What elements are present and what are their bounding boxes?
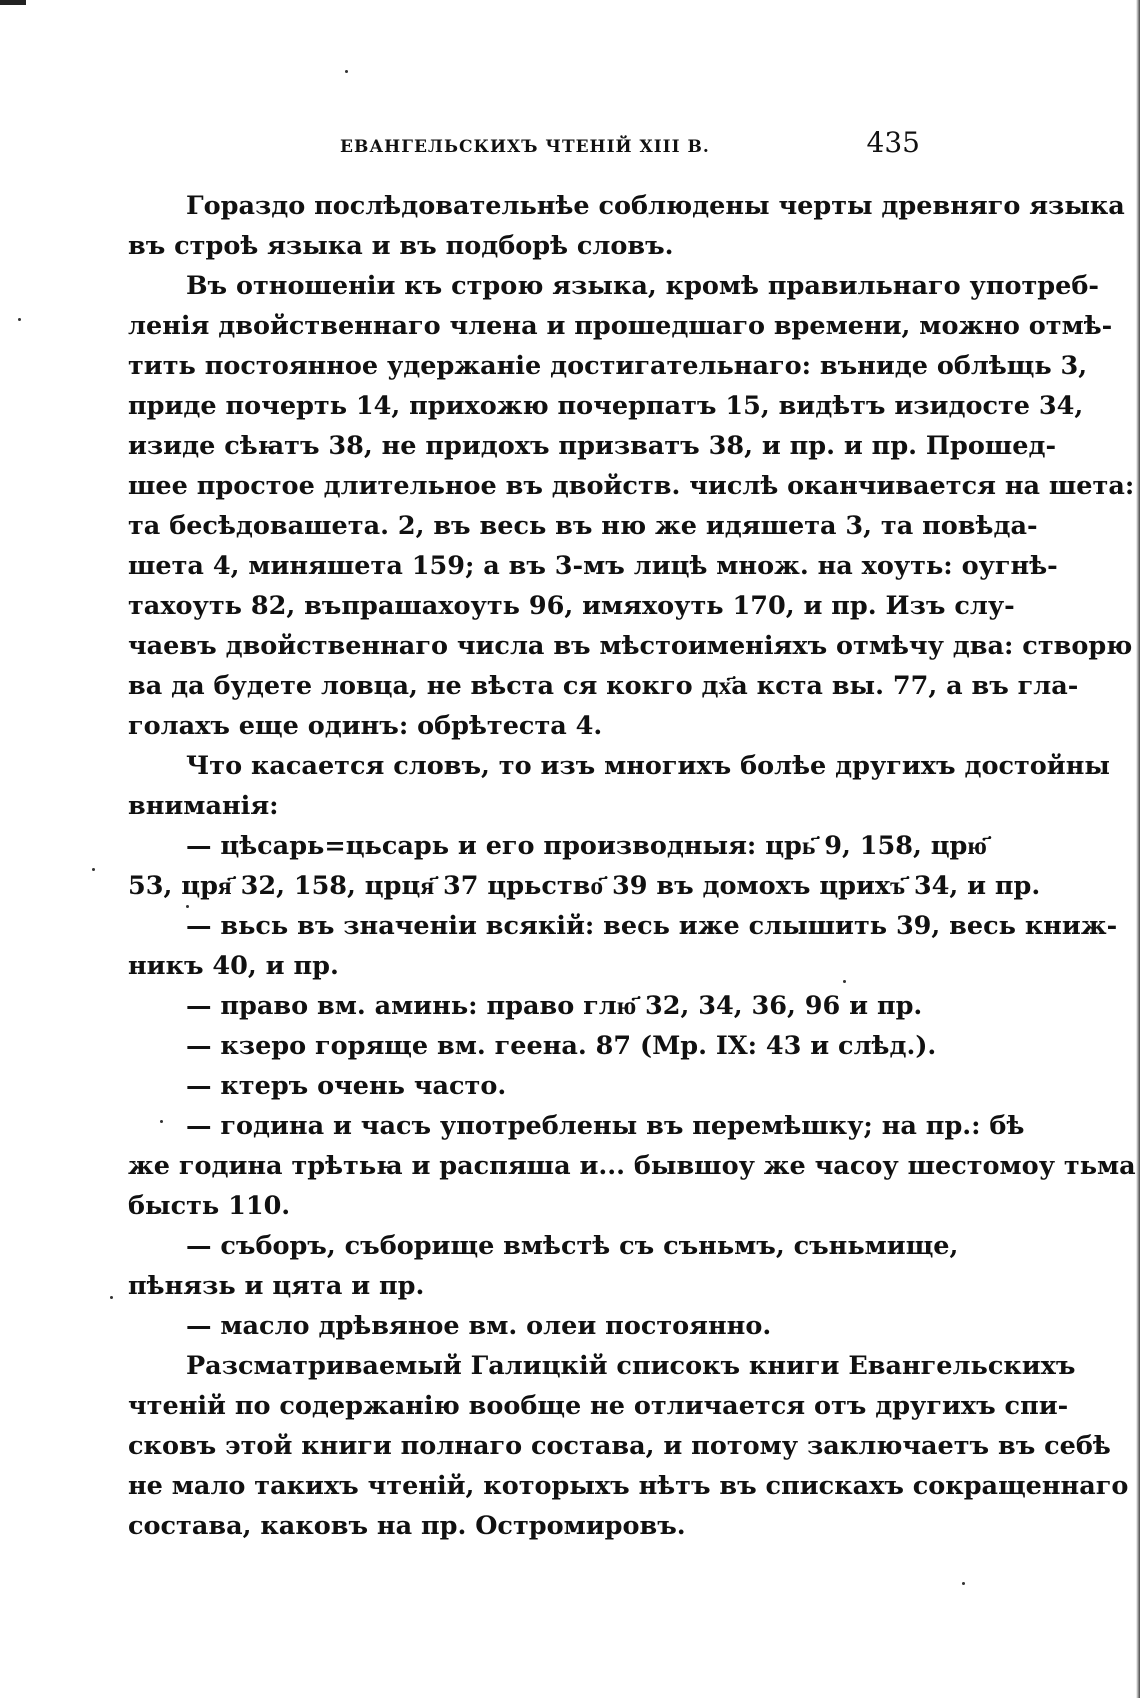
text-line: состава, каковъ на пр. Остромировъ. [128, 1511, 686, 1541]
scan-speck [92, 868, 95, 871]
text-line: ва да будете ловца, не вѣста ся кокго дх҃а кста вы. 77, а въ гла- [128, 671, 1079, 701]
text-line: — кзеро горяще вм. геена. 87 (Мр. IX: 43 и слѣд.). [186, 1031, 937, 1061]
text-line: чтеній по содержанію вообще не отличается отъ другихъ спи- [128, 1391, 1069, 1421]
text-line: Что касается словъ, то изъ многихъ болѣе другихъ достойны [186, 751, 1110, 781]
scan-speck [186, 905, 189, 908]
text-line: та бесѣдовашета. 2, въ весь въ ню же идяшета 3, та повѣда- [128, 511, 1038, 541]
text-line: — право вм. аминь: право глю҃ 32, 34, 36, 96 и пр. [186, 991, 923, 1021]
text-line: — година и часъ употреблены въ перемѣшку; на пр.: бѣ [186, 1111, 1025, 1141]
text-line: — масло дрѣвяное вм. олеи постоянно. [186, 1311, 772, 1341]
text-line: чаевъ двойственнаго числа въ мѣстоименіяхъ отмѣчу два: створю [128, 631, 1133, 661]
text-line: вниманія: [128, 791, 279, 821]
text-line: — вьсь въ значеніи всякій: весь иже слышить 39, весь книж- [186, 911, 1118, 941]
body-text [128, 186, 1136, 1546]
page-edge-shadow [1136, 0, 1140, 1698]
text-line: бысть 110. [128, 1191, 291, 1221]
text-line: тить постоянное удержаніе достигательнаго: вънидe облѣщь 3, [128, 351, 1088, 381]
text-line: шета 4, миняшета 159; а въ 3-мъ лицѣ множ. на хоуть: оугнѣ- [128, 551, 1058, 581]
text-line: шее простое длительное въ двойств. числѣ оканчивается на шета: [128, 471, 1135, 501]
text-line: сковъ этой книги полнаго состава, и потому заключаетъ въ себѣ [128, 1431, 1111, 1461]
scan-speck [843, 980, 846, 983]
text-line: не мало такихъ чтеній, которыхъ нѣтъ въ спискахъ сокращеннаго [128, 1471, 1129, 1501]
text-line: — ктеръ очень часто. [186, 1071, 507, 1101]
text-line: — цѣсарь=цьсарь и его производныя: црь҃ 9, 158, црю҃ [186, 831, 987, 861]
scan-speck [160, 1120, 163, 1123]
text-line: тахоуть 82, въпрашахоуть 96, имяхоуть 170, и пр. Изъ слу- [128, 591, 1015, 621]
text-line: изиде сѣꙗтъ 38, не придохъ призватъ 38, и пр. и пр. Прошед- [128, 431, 1057, 461]
text-line: пѣнязь и цята и пр. [128, 1271, 425, 1301]
text-line: Гораздо послѣдовательнѣе соблюдены черты древняго языка [186, 191, 1125, 221]
running-head: ЕВАНГЕЛЬСКИХЪ ЧТЕНІЙ XIII В. [340, 137, 710, 157]
text-line: Разсматриваемый Галицкій списокъ книги Евангельскихъ [186, 1351, 1076, 1381]
text-line: никъ 40, и пр. [128, 951, 339, 981]
scan-speck [110, 1296, 113, 1299]
page-header [340, 126, 920, 159]
text-line: приде почерть 14, прихожю почерпатъ 15, видѣтъ изидосте 34, [128, 391, 1084, 421]
text-line: Въ отношеніи къ строю языка, кромѣ правильнаго употреб- [186, 271, 1099, 301]
scan-speck [345, 70, 348, 73]
scan-speck [962, 1582, 965, 1585]
text-line: же година трѣтьꙗ и распяша и... бывшоу же часоу шестомоу тьма [128, 1151, 1136, 1181]
scan-mark [0, 0, 26, 5]
text-line: голахъ еще одинъ: обрѣтеста 4. [128, 711, 603, 741]
text-line: въ строѣ языка и въ подборѣ словъ. [128, 231, 674, 261]
scan-speck [18, 318, 21, 321]
text-line: ленія двойственнаго члена и прошедшаго времени, можно отмѣ- [128, 311, 1113, 341]
text-line: 53, цря҃ 32, 158, црця҃ 37 црьство҃ 39 въ домохъ црихъ҃ 34, и пр. [128, 871, 1041, 901]
text-line: — съборъ, съборище вмѣстѣ съ съньмъ, съньмище, [186, 1231, 959, 1261]
page-number: 435 [866, 126, 920, 159]
